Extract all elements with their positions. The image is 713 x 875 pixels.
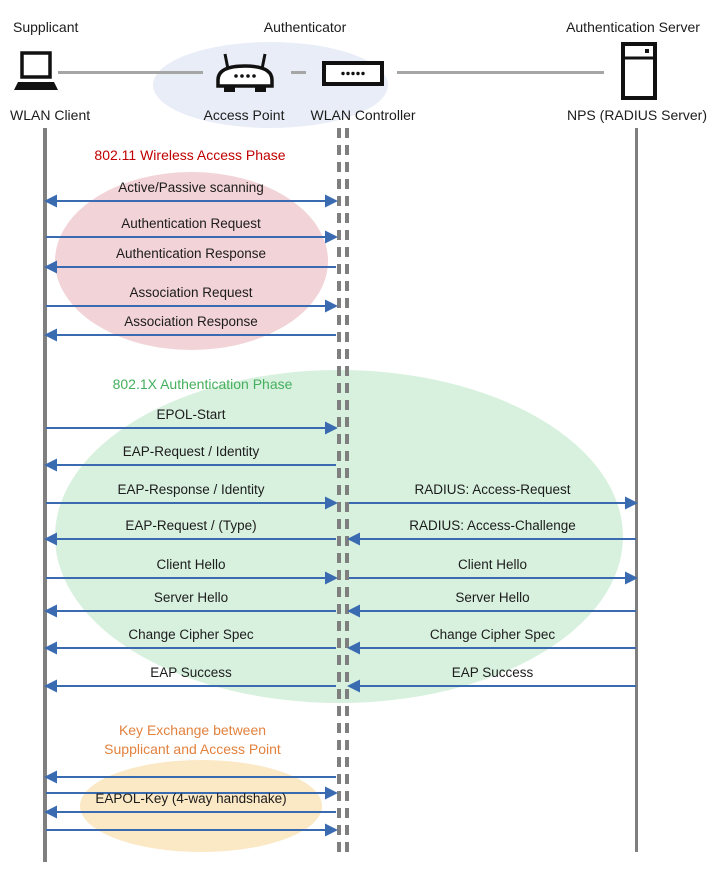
message-label: RADIUS: Access-Challenge xyxy=(409,518,576,533)
message-label: Client Hello xyxy=(156,557,226,572)
message-label: EAP Success xyxy=(451,665,534,680)
message-label: EAP Success xyxy=(150,665,232,680)
message-label: Change Cipher Spec xyxy=(128,627,254,642)
message-label: Active/Passive scanning xyxy=(118,180,264,195)
nps-radius-server-label: NPS (RADIUS Server) xyxy=(566,107,708,123)
authentication-phase-title: 802.1X Authentication Phase xyxy=(112,376,293,392)
wlan-controller-label: WLAN Controller xyxy=(310,107,416,123)
wireless-access-phase-title: 802.11 Wireless Access Phase xyxy=(94,147,286,163)
message-label: EPOL-Start xyxy=(156,407,226,422)
authentication-server-role-label: Authentication Server xyxy=(566,19,700,35)
message-label: Server Hello xyxy=(153,590,229,605)
message-label: Change Cipher Spec xyxy=(429,627,556,642)
authenticator-role-label: Authenticator xyxy=(263,19,347,35)
message-label: EAP-Request / (Type) xyxy=(125,518,257,533)
message-label: EAP-Request / Identity xyxy=(122,444,260,459)
key-exchange-title-line1: Key Exchange between xyxy=(118,722,267,738)
supplicant-role-label: Supplicant xyxy=(13,19,79,35)
message-label: EAP-Response / Identity xyxy=(117,482,265,497)
access-point-label: Access Point xyxy=(203,107,285,123)
message-label: RADIUS: Access-Request xyxy=(414,482,571,497)
message-label: Authentication Request xyxy=(121,216,261,231)
key-exchange-title-line2: Supplicant and Access Point xyxy=(104,741,281,757)
wlan-client-label: WLAN Client xyxy=(10,107,91,123)
message-label: Association Response xyxy=(124,314,258,329)
message-label: Client Hello xyxy=(457,557,528,572)
message-label: EAPOL-Key (4-way handshake) xyxy=(95,791,287,806)
message-label: Server Hello xyxy=(455,590,530,605)
message-label: Association Request xyxy=(129,285,253,300)
message-label: Authentication Response xyxy=(115,246,267,261)
